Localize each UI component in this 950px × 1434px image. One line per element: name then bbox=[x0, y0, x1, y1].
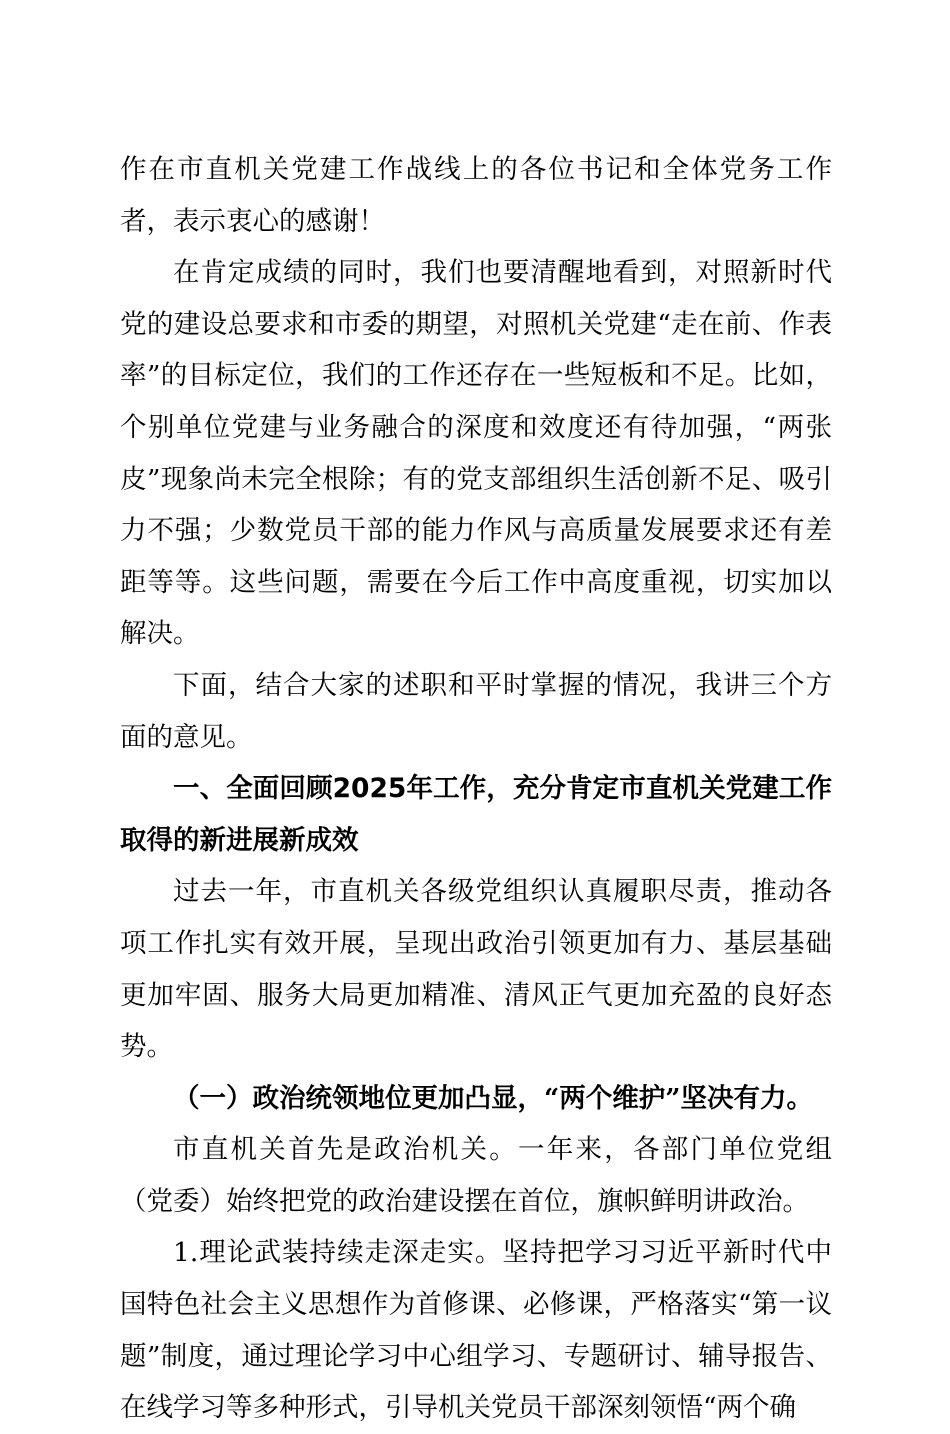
paragraph-continuation: 作在市直机关党建工作战线上的各位书记和全体党务工作者，表示衷心的感谢！ bbox=[120, 154, 832, 237]
subsection-heading-one: （一）政治统领地位更加凸显，“两个维护”坚决有力。 bbox=[173, 1082, 813, 1114]
paragraph-theory-study: 1.理论武装持续走深走实。坚持把学习习近平新时代中国特色社会主义思想作为首修课、必修课，严格落实“第一议题”制度，通过理论学习中心组学习、专题研讨、辅导报告、在线学习等多种形式，引导机关党员干部深刻领悟“两个确 bbox=[120, 1237, 832, 1424]
paragraph-transition: 下面，结合大家的述职和平时掌握的情况，我讲三个方面的意见。 bbox=[120, 669, 832, 753]
paragraph-shortcomings: 在肯定成绩的同时，我们也要清醒地看到，对照新时代党的建设总要求和市委的期望，对照机关党建“走在前、作表率”的目标定位，我们的工作还存在一些短板和不足。比如，个别单位党建与业务融合的深度和效度还有待加强，“两张皮”现象尚未完全根除；有的党支部组织生活创新不足、吸引力不强；少数党员干部的能力作风与高质量发展要求还有差距等等。这些问题，需要在今后工作中高度重视，切实加以解决。 bbox=[120, 257, 832, 650]
section-heading-one: 一、全面回顾2025年工作，充分肯定市直机关党建工作取得的新进展新成效 bbox=[120, 773, 832, 856]
paragraph-review: 过去一年，市直机关各级党组织认真履职尽责，推动各项工作扎实有效开展，呈现出政治引领更加有力、基层基础更加牢固、服务大局更加精准、清风正气更加充盈的良好态势。 bbox=[120, 876, 832, 1063]
paragraph-political-organ: 市直机关首先是政治机关。一年来，各部门单位党组（党委）始终把党的政治建设摆在首位，旗帜鲜明讲政治。 bbox=[120, 1134, 832, 1217]
document-body bbox=[120, 144, 832, 1434]
